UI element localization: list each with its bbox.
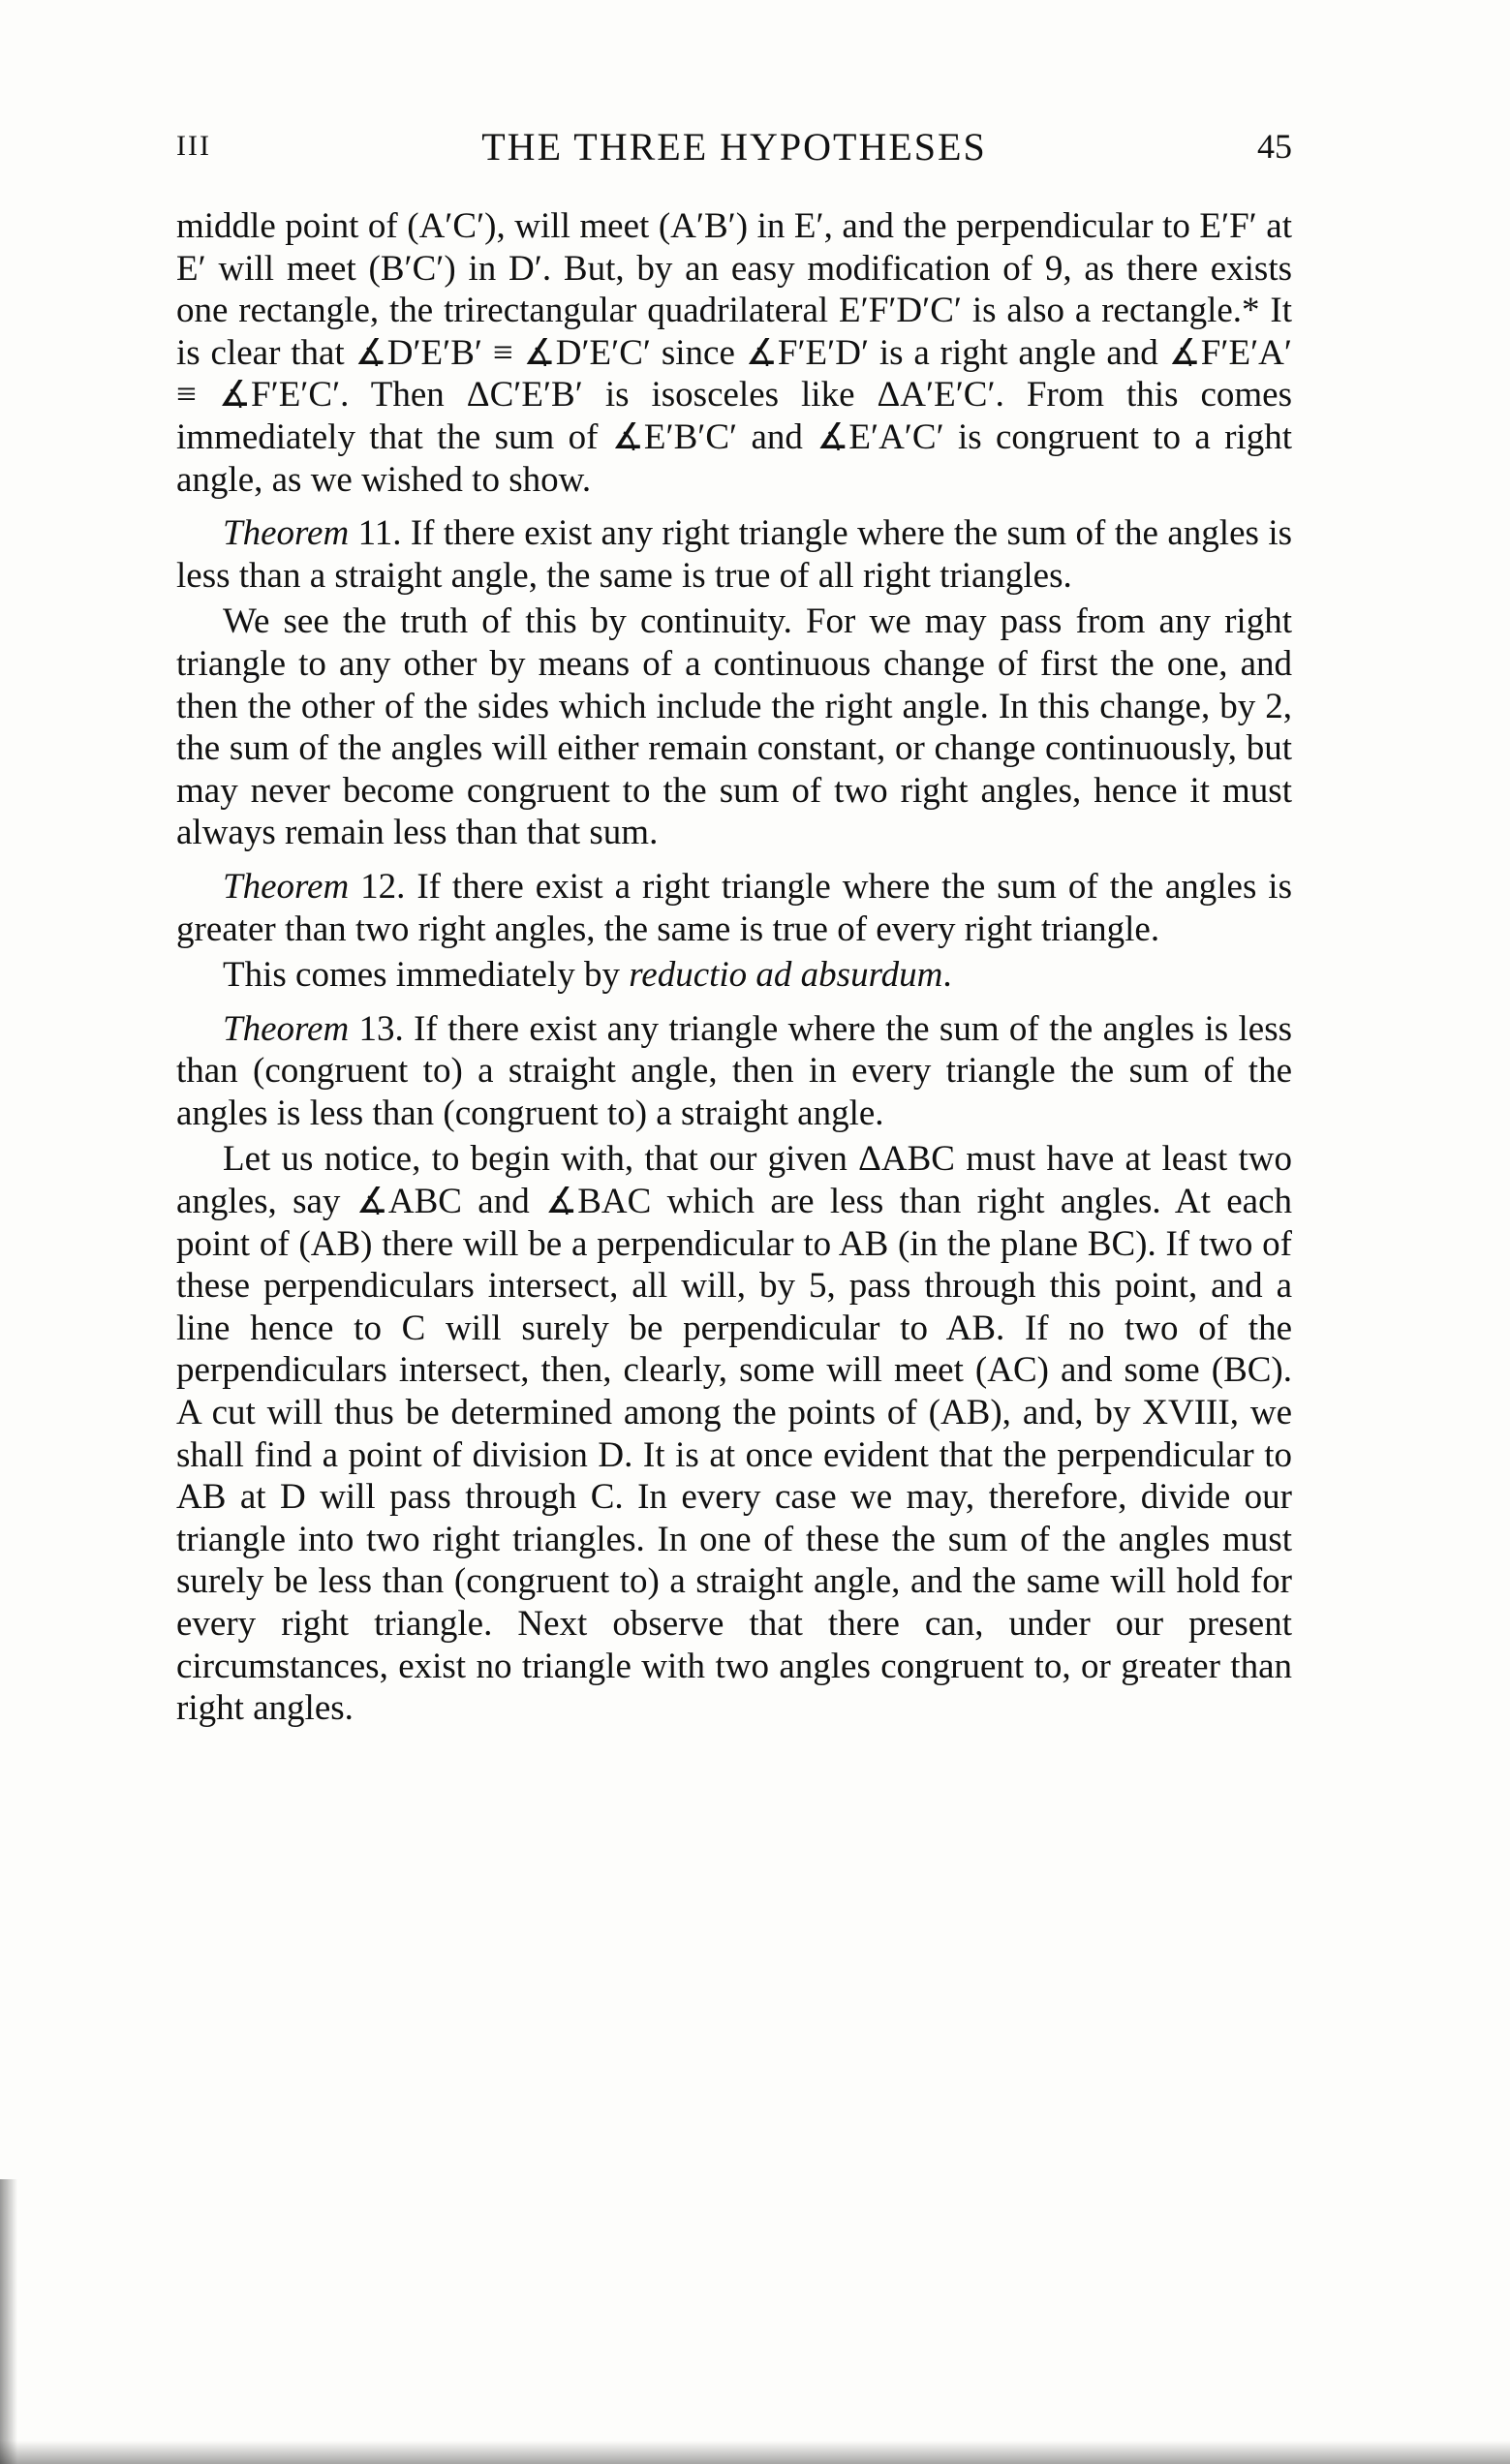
proof-theorem-13: Let us notice, to begin with, that our given ΔABC must have at least two angles, say ∡ABC and ∡BAC which are less than right angles. At each point of (AB) there will be a perpendicular to AB (in the plane BC). If two of these perpendiculars intersect, all will, by 5, pass through this point, and a line hence to C will surely be perpendicular to AB. If no two of the perpendiculars intersect, then, clearly, some will meet (AC) and some (BC). A cut will thus be determined among the points of (AB), and, by XVIII, we shall find a point of division D. It is at once evident that the perpendicular to AB at D will pass through C. In every case we may, therefore, divide our triangle into two right triangles. In one of these the sum of the angles must surely be less than (congruent to) a straight angle, and the same will hold for every right triangle. Next observe that there can, under our present circumstances, exist no triangle with two angles congruent to, or greater than right angles. [176, 1139, 1292, 1729]
chapter-number: III [176, 130, 211, 162]
proof-theorem-11: We see the truth of this by continuity. For we may pass from any right triangle to any other by means of a continuous change of first the one, and then the other of the sides which include the right angle. In this change, by 2, the sum of the angles will either remain constant, or change continuously, but may never become congruent to the sum of two right angles, hence it must always remain less than that sum. [176, 601, 1292, 853]
paragraph-continuation: middle point of (A′C′), will meet (A′B′) in E′, and the perpendicular to E′F′ at E′ will meet (B′C′) in D′. But, by an easy modification of 9, as there exists one rectangle, the trirectangular quadrilateral E′F′D′C′ is also a rectangle.* It is clear that ∡D′E′B′ ≡ ∡D′E′C′ since ∡F′E′D′ is a right angle and ∡F′E′A′ ≡ ∡F′E′C′. Then ΔC′E′B′ is isosceles like ΔA′E′C′. From this comes immediately that the sum of ∡E′B′C′ and ∡E′A′C′ is congruent to a right angle, as we wished to show. [176, 206, 1292, 500]
theorem-13: Theorem 13. If there exist any triangle where the sum of the angles is less than (congruent to) a straight angle, then in every triangle the sum of the angles is less than (congruent to) a straight angle. [176, 1008, 1292, 1133]
running-header [176, 124, 1292, 176]
page-number: 45 [1257, 127, 1292, 166]
scan-shadow-bottom [0, 2441, 1510, 2464]
theorem-12: Theorem 12. If there exist a right triangle where the sum of the angles is greater than two right angles, the same is true of every right triangle. [176, 866, 1292, 949]
proof-theorem-12: This comes immediately by reductio ad absurdum. [223, 955, 952, 996]
running-title: THE THREE HYPOTHESES [481, 125, 987, 169]
theorem-11: Theorem 11. If there exist any right triangle where the sum of the angles is less than a straight angle, the same is true of all right triangles. [176, 513, 1292, 596]
page-body [176, 205, 1292, 1730]
scan-shadow-left [0, 2179, 17, 2464]
